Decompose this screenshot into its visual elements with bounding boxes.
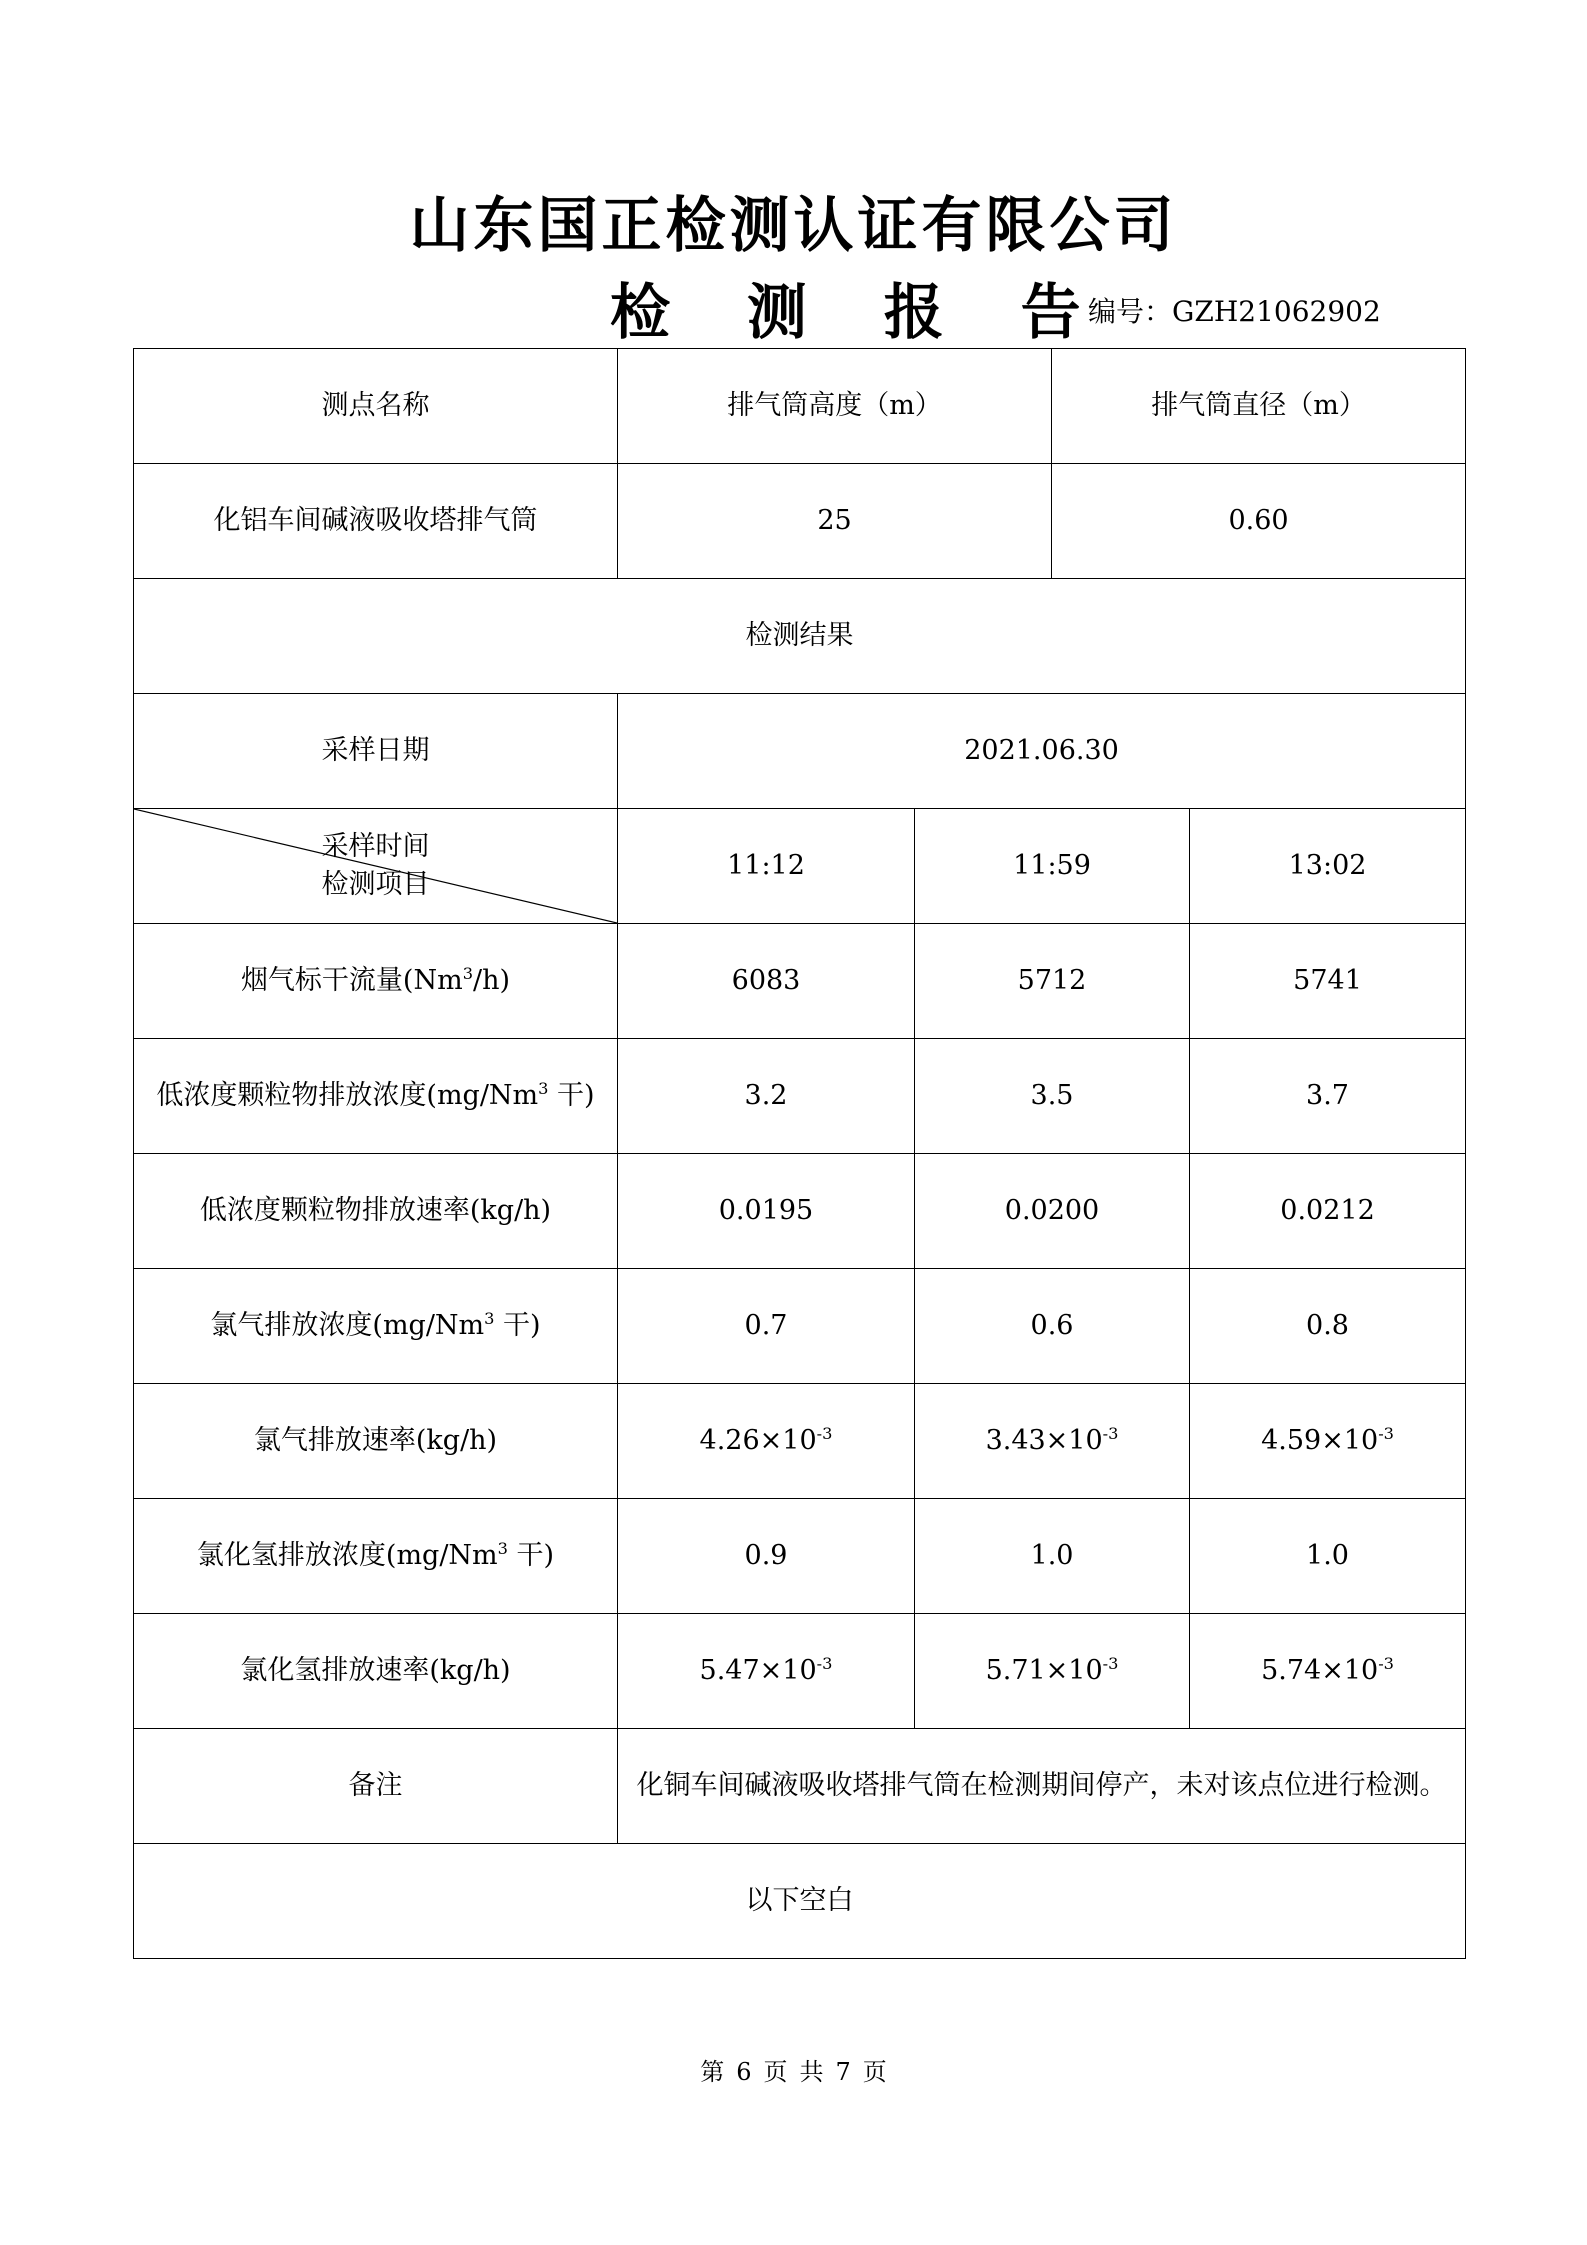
total-unit: 页 [862, 2058, 887, 2086]
item-label: 氯化氢排放速率(kg/h) [134, 1614, 618, 1729]
table-row [134, 1614, 1466, 1729]
sampling-date-label: 采样日期 [134, 694, 618, 809]
time-1: 11:12 [618, 809, 915, 924]
table-row [134, 1384, 1466, 1499]
value-cell: $4.59\times 10^{-3}$ [1190, 1384, 1466, 1499]
report-title: 检 测 报 告 [610, 278, 1109, 348]
table-row [134, 1844, 1466, 1959]
results-heading: 检测结果 [134, 579, 1466, 694]
head-point-name: 测点名称 [134, 349, 618, 464]
time-3: 13:02 [1190, 809, 1466, 924]
value-cell: 0.0195 [618, 1154, 915, 1269]
value-cell: 1.0 [915, 1499, 1190, 1614]
value-cell: 0.6 [915, 1269, 1190, 1384]
value-cell: $5.47\times 10^{-3}$ [618, 1614, 915, 1729]
value-cell: 0.8 [1190, 1269, 1466, 1384]
item-label: 烟气标干流量(Nm$^3$/h) [134, 924, 618, 1039]
table-row [134, 1499, 1466, 1614]
page-footer [0, 2052, 1587, 2087]
table-row [134, 924, 1466, 1039]
remark-text: 化铜车间碱液吸收塔排气筒在检测期间停产，未对该点位进行检测。 [618, 1729, 1466, 1844]
total-label: 共 [799, 2058, 824, 2086]
value-cell: $4.26\times 10^{-3}$ [618, 1384, 915, 1499]
table-row [134, 694, 1466, 809]
table-row [134, 1039, 1466, 1154]
time-2: 11:59 [915, 809, 1190, 924]
diagonal-header-cell [134, 809, 618, 924]
value-cell: 0.7 [618, 1269, 915, 1384]
table-row [134, 1729, 1466, 1844]
value-cell: 5741 [1190, 924, 1466, 1039]
report-number-label: 编号： [1088, 295, 1173, 328]
value-cell: 1.0 [1190, 1499, 1466, 1614]
value-cell: 0.0200 [915, 1154, 1190, 1269]
sampling-time-label: 采样时间 [321, 831, 430, 863]
page-unit: 页 [763, 2058, 788, 2086]
value-cell: 0.9 [618, 1499, 915, 1614]
table-row [134, 464, 1466, 579]
table-row [134, 349, 1466, 464]
item-label: 氯气排放浓度(mg/Nm$^3$ 干) [134, 1269, 618, 1384]
page-number: 6 [736, 2058, 752, 2086]
item-label: 氯气排放速率(kg/h) [134, 1384, 618, 1499]
point-name: 化铝车间碱液吸收塔排气筒 [134, 464, 618, 579]
total-pages: 7 [835, 2058, 851, 2086]
head-stack-height: 排气筒高度（m） [618, 349, 1052, 464]
page-label: 第 [700, 2058, 725, 2086]
table-row [134, 809, 1466, 924]
value-cell: 3.7 [1190, 1039, 1466, 1154]
report-number [1088, 290, 1381, 330]
table-row [134, 1154, 1466, 1269]
item-label: 低浓度颗粒物排放浓度(mg/Nm$^3$ 干) [134, 1039, 618, 1154]
remark-label: 备注 [134, 1729, 618, 1844]
sampling-date-value: 2021.06.30 [618, 694, 1466, 809]
value-cell: $5.74\times 10^{-3}$ [1190, 1614, 1466, 1729]
value-cell: 6083 [618, 924, 915, 1039]
table-row [134, 579, 1466, 694]
table-row [134, 1269, 1466, 1384]
value-cell: $5.71\times 10^{-3}$ [915, 1614, 1190, 1729]
value-cell: 5712 [915, 924, 1190, 1039]
item-label: 低浓度颗粒物排放速率(kg/h) [134, 1154, 618, 1269]
stack-height-value: 25 [618, 464, 1052, 579]
head-stack-diameter: 排气筒直径（m） [1052, 349, 1466, 464]
value-cell: 0.0212 [1190, 1154, 1466, 1269]
test-item-label: 检测项目 [321, 869, 430, 900]
value-cell: $3.43\times 10^{-3}$ [915, 1384, 1190, 1499]
company-title: 山东国正检测认证有限公司 [409, 191, 1178, 261]
blank-note: 以下空白 [134, 1844, 1466, 1959]
report-table [133, 348, 1466, 1959]
stack-diameter-value: 0.60 [1052, 464, 1466, 579]
value-cell: 3.5 [915, 1039, 1190, 1154]
report-number-value: GZH21062902 [1172, 295, 1381, 328]
item-label: 氯化氢排放浓度(mg/Nm$^3$ 干) [134, 1499, 618, 1614]
value-cell: 3.2 [618, 1039, 915, 1154]
